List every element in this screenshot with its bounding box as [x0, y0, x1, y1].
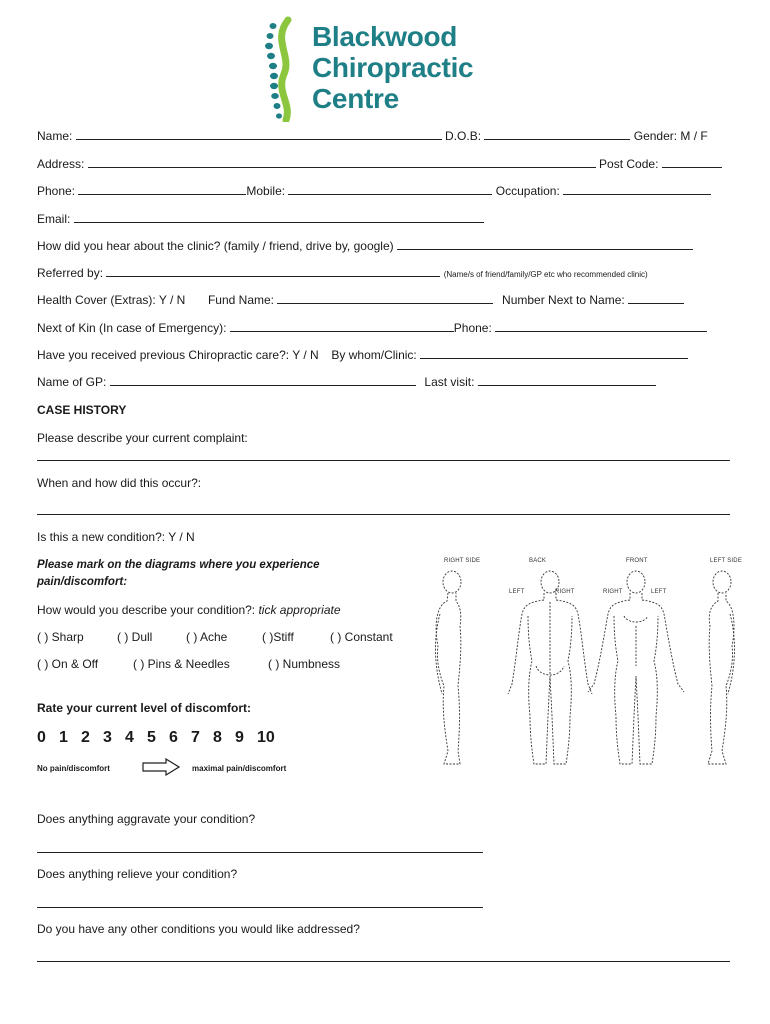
referred-note: (Name/s of friend/family/GP etc who recommended clinic): [443, 270, 648, 279]
next-of-kin-row: [37, 320, 707, 335]
scale-max-label: maximal pain/discomfort: [192, 764, 287, 773]
previous-care-row: [37, 347, 688, 362]
new-condition-label: Is this a new condition?: Y / N: [37, 530, 195, 544]
gp-field[interactable]: [110, 374, 416, 386]
scale-1[interactable]: 1: [59, 729, 68, 746]
aggravate-label: Does anything aggravate your condition?: [37, 812, 256, 826]
number-next-label: Number Next to Name:: [502, 293, 625, 307]
diagram-label-front-left: LEFT: [651, 589, 667, 595]
scale-4[interactable]: 4: [125, 729, 134, 746]
relieve-field[interactable]: [37, 907, 483, 908]
email-field[interactable]: [74, 211, 484, 223]
hear-label: How did you hear about the clinic? (family / friend, drive by, google): [37, 239, 394, 253]
phone-label: Phone:: [37, 184, 76, 198]
diagram-label-right-side: RIGHT SIDE: [444, 558, 481, 564]
scale-min-label: No pain/discomfort: [37, 764, 110, 773]
name-row: [37, 128, 708, 143]
scale-8[interactable]: 8: [213, 729, 222, 746]
condition-dull[interactable]: ( ) Dull: [117, 630, 153, 644]
diagram-label-front-right: RIGHT: [603, 589, 623, 595]
hear-row: [37, 238, 693, 253]
phone-field[interactable]: [78, 183, 246, 195]
logo-line-2: Chiropractic: [312, 52, 474, 83]
complaint-field[interactable]: [37, 460, 730, 461]
phone-row: [37, 183, 711, 198]
gp-row: [37, 374, 656, 389]
gender-label: Gender: M / F: [633, 129, 708, 143]
mobile-label: Mobile:: [246, 184, 286, 198]
pain-scale: [37, 729, 285, 747]
describe-row: [37, 603, 341, 617]
complaint-label: Please describe your current complaint:: [37, 431, 248, 445]
diagram-label-front: FRONT: [626, 558, 648, 564]
referred-field[interactable]: [106, 265, 440, 277]
last-visit-label: Last visit:: [424, 375, 475, 389]
address-field[interactable]: [88, 156, 596, 168]
occupation-field[interactable]: [563, 183, 711, 195]
logo-line-1: Blackwood: [312, 21, 458, 52]
address-row: [37, 156, 722, 171]
by-whom-field[interactable]: [420, 347, 688, 359]
address-label: Address:: [37, 157, 85, 171]
scale-3[interactable]: 3: [103, 729, 112, 746]
scale-2[interactable]: 2: [81, 729, 90, 746]
occupation-label: Occupation:: [495, 184, 560, 198]
mark-diagrams-line-2: pain/discomfort:: [37, 576, 128, 588]
condition-constant[interactable]: ( ) Constant: [330, 630, 393, 644]
by-whom-label: By whom/Clinic:: [331, 348, 417, 362]
relieve-label: Does anything relieve your condition?: [37, 867, 238, 881]
body-outline-diagrams: [428, 566, 748, 774]
other-conditions-label: Do you have any other conditions you would like addressed?: [37, 922, 360, 936]
health-cover-label: Health Cover (Extras): Y / N: [37, 293, 186, 307]
condition-sharp[interactable]: ( ) Sharp: [37, 630, 84, 644]
describe-label: How would you describe your condition?:: [37, 603, 256, 617]
scale-9[interactable]: 9: [235, 729, 244, 746]
arrow-right-icon: [142, 758, 180, 776]
referred-label: Referred by:: [37, 266, 104, 280]
occur-field[interactable]: [37, 514, 730, 515]
kin-phone-label: Phone:: [453, 321, 492, 335]
mobile-field[interactable]: [288, 183, 492, 195]
scale-0[interactable]: 0: [37, 729, 46, 746]
condition-pins-needles[interactable]: ( ) Pins & Needles: [133, 657, 230, 671]
name-field[interactable]: [76, 128, 442, 140]
tick-label: tick appropriate: [258, 603, 341, 617]
rate-label: Rate your current level of discomfort:: [37, 701, 252, 715]
postcode-field[interactable]: [662, 156, 722, 168]
gp-label: Name of GP:: [37, 375, 107, 389]
back-figure: [508, 571, 592, 764]
fund-name-field[interactable]: [277, 292, 493, 304]
mark-diagrams-line-1: Please mark on the diagrams where you experience: [37, 559, 320, 571]
kin-phone-field[interactable]: [495, 320, 707, 332]
occur-label: When and how did this occur?:: [37, 476, 202, 490]
fund-name-label: Fund Name:: [207, 293, 274, 307]
logo-line-3: Centre: [312, 83, 399, 114]
scale-7[interactable]: 7: [191, 729, 200, 746]
left-side-figure: [708, 571, 735, 764]
previous-care-label: Have you received previous Chiropractic care?: Y / N: [37, 348, 319, 362]
health-cover-row: [37, 292, 684, 307]
dob-label: D.O.B:: [445, 129, 482, 143]
front-figure: [588, 571, 684, 764]
scale-6[interactable]: 6: [169, 729, 178, 746]
referred-row: [37, 265, 648, 282]
last-visit-field[interactable]: [478, 374, 656, 386]
dob-field[interactable]: [484, 128, 630, 140]
condition-ache[interactable]: ( ) Ache: [186, 630, 228, 644]
other-conditions-field[interactable]: [37, 961, 730, 962]
spine-logo-icon: [262, 16, 302, 122]
hear-field[interactable]: [397, 238, 693, 250]
diagram-label-left-side: LEFT SIDE: [710, 558, 743, 564]
email-row: [37, 211, 484, 226]
scale-5[interactable]: 5: [147, 729, 156, 746]
condition-on-off[interactable]: ( ) On & Off: [37, 657, 99, 671]
number-next-field[interactable]: [628, 292, 684, 304]
diagram-label-back-right: RIGHT: [555, 589, 575, 595]
condition-stiff[interactable]: ( )Stiff: [262, 630, 294, 644]
scale-10[interactable]: 10: [257, 729, 275, 746]
diagram-label-back: BACK: [529, 558, 547, 564]
right-side-figure: [436, 571, 462, 764]
case-history-heading: CASE HISTORY: [37, 403, 127, 417]
postcode-label: Post Code:: [599, 157, 659, 171]
next-of-kin-field[interactable]: [230, 320, 454, 332]
aggravate-field[interactable]: [37, 852, 483, 853]
next-of-kin-label: Next of Kin (In case of Emergency):: [37, 321, 227, 335]
diagram-label-back-left: LEFT: [509, 589, 525, 595]
email-label: Email:: [37, 212, 71, 226]
condition-numbness[interactable]: ( ) Numbness: [268, 657, 341, 671]
name-label: Name:: [37, 129, 73, 143]
